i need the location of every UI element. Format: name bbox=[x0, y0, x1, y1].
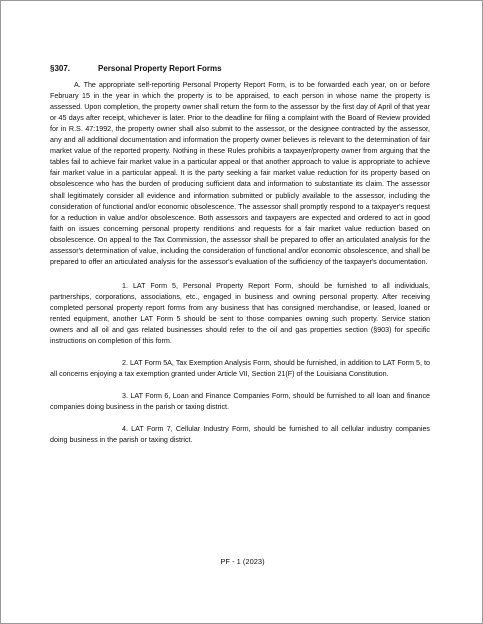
page-footer: PF - 1 (2023) bbox=[220, 557, 265, 566]
list-item-2: 2. LAT Form 5A, Tax Exemption Analysis Form, should be furnished, in addition to LAT Form 5, to all concerns enjoying a tax exemption granted under Article VII, Section 21(F) of the Louisiana Constitution. bbox=[50, 359, 430, 379]
document-page bbox=[50, 63, 430, 446]
paragraph-a: A. The appropriate self-reporting Personal Property Report Form, is to be forwarded each year, on or before February 15 in the year in which the property is to be appraised, to each person in whose name the property is assessed. Upon completion, the property owner shall return the form to the assessor by the first day of April of that year or 45 days after receipt, whichever is later. Prior to the deadline for filing a complaint with the Board of Review provided for in R.S. 47:1992, the property owner shall also submit to the assessor, or the designee contracted by the assessor, any and all additional documentation and information the property owner believes is relevant to the determination of fair market value of the reported property. Nothing in these Rules prohibits a taxpayer/property owner from arguing that the tables fail to achieve fair market value in a particular appeal or that another approach to value is appropriate to achieve fair market value in a particular appeal. It is the party seeking a fair market value reduction for its property based on obsolescence who has the burden of producing sufficient data and information to substantiate its claim. The assessor shall legitimately consider all evidence and information submitted or publicly available to the assessor, including the consideration of functional and/or economic obsolescence. The assessor shall promptly respond to a taxpayer's request for a reduction in value and/or obsolescence. Both assessors and taxpayers are expected and ordered to act in good faith on issues concerning personal property renditions and requests for a fair market value reduction based on obsolescence. On appeal to the Tax Commission, the assessor shall be prepared to offer an articulated analysis for the assessor's determination of value, including the consideration of functional and/or economic obsolescence, and shall be prepared to offer an articulated analysis for the assessor's evaluation of the sufficiency of the taxpayer's documentation. bbox=[50, 81, 430, 266]
list-item-4: 4. LAT Form 7, Cellular Industry Form, should be furnished to all cellular industry companies doing business in the parish or taxing district. bbox=[50, 425, 430, 445]
list-item-3: 3. LAT Form 6, Loan and Finance Companies Form, should be furnished to all loan and finance companies doing business in the parish or taxing district. bbox=[50, 392, 430, 412]
section-number: §307. bbox=[50, 64, 71, 73]
section-title: Personal Property Report Forms bbox=[98, 64, 222, 73]
section-heading bbox=[50, 63, 430, 74]
list-item-1: 1. LAT Form 5, Personal Property Report Form, should be furnished to all individuals, partnerships, corporations, associations, etc., engaged in business and owning personal property. After receiving completed personal property report forms from any business that has consigned merchandise, or leased, loaned or rented equipment, another LAT Form 5 should be sent to those companies owning such property. Service station owners and all oil and gas related businesses should refer to the oil and gas properties section (§903) for specific instructions on completion of this form. bbox=[50, 281, 430, 346]
